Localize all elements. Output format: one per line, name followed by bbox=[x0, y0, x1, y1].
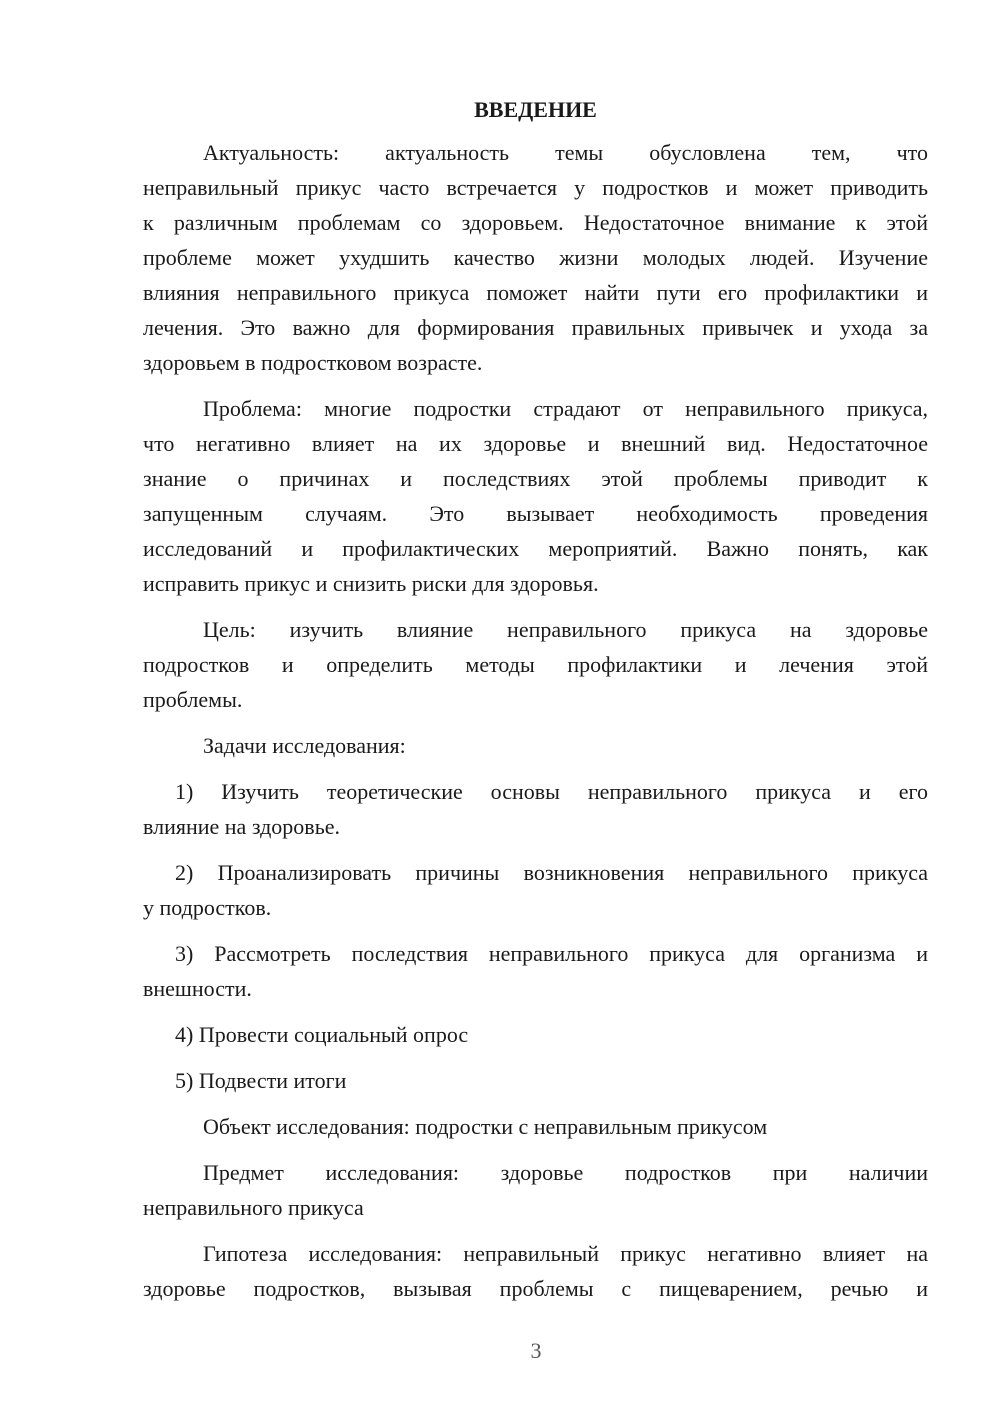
hypothesis-paragraph bbox=[143, 1236, 928, 1306]
task-line: влияние на здоровье. bbox=[143, 814, 340, 839]
task-line: 2) Проанализировать причины возникновения неправильного прикуса bbox=[175, 860, 928, 885]
problem-paragraph bbox=[143, 391, 928, 601]
relevance-line: к различным проблемам со здоровьем. Недостаточное внимание к этой bbox=[143, 210, 928, 235]
task-line: у подростков. bbox=[143, 895, 272, 920]
goal-paragraph bbox=[143, 612, 928, 717]
relevance-line: Актуальность: актуальность темы обусловлена тем, что bbox=[203, 140, 928, 165]
problem-line: что негативно влияет на их здоровье и внешний вид. Недостаточное bbox=[143, 431, 928, 456]
subject-line: неправильного прикуса bbox=[143, 1195, 364, 1220]
page-content bbox=[143, 95, 928, 1317]
relevance-line: проблеме может ухудшить качество жизни молодых людей. Изучение bbox=[143, 245, 928, 270]
relevance-line: неправильный прикус часто встречается у подростков и может приводить bbox=[143, 175, 928, 200]
task-item-1 bbox=[143, 774, 928, 844]
relevance-line: влияния неправильного прикуса поможет найти пути его профилактики и bbox=[143, 280, 928, 305]
hypothesis-line: здоровье подростков, вызывая проблемы с пищеварением, речью и bbox=[143, 1276, 928, 1301]
problem-line: исправить прикус и снизить риски для здоровья. bbox=[143, 571, 599, 596]
tasks-heading-paragraph bbox=[143, 728, 928, 763]
goal-line: Цель: изучить влияние неправильного прикуса на здоровье bbox=[203, 617, 928, 642]
relevance-line: здоровьем в подростковом возрасте. bbox=[143, 350, 483, 375]
goal-line: подростков и определить методы профилактики и лечения этой bbox=[143, 652, 928, 677]
task-line: 3) Рассмотреть последствия неправильного прикуса для организма и bbox=[175, 941, 928, 966]
task-line: внешности. bbox=[143, 976, 252, 1001]
task-item-2 bbox=[143, 855, 928, 925]
problem-line: запущенным случаям. Это вызывает необходимость проведения bbox=[143, 501, 928, 526]
relevance-line: лечения. Это важно для формирования правильных привычек и ухода за bbox=[143, 315, 928, 340]
object-paragraph bbox=[143, 1109, 928, 1144]
hypothesis-line: Гипотеза исследования: неправильный прикус негативно влияет на bbox=[203, 1241, 928, 1266]
problem-line: Проблема: многие подростки страдают от неправильного прикуса, bbox=[203, 396, 928, 421]
problem-line: знание о причинах и последствиях этой проблемы приводит к bbox=[143, 466, 928, 491]
subject-line: Предмет исследования: здоровье подростков при наличии bbox=[203, 1160, 928, 1185]
task-item-5 bbox=[143, 1063, 928, 1098]
task-item-3 bbox=[143, 936, 928, 1006]
task-item-4 bbox=[143, 1017, 928, 1052]
section-title: ВВЕДЕНИЕ bbox=[474, 97, 597, 122]
subject-paragraph bbox=[143, 1155, 928, 1225]
task-line: 5) Подвести итоги bbox=[175, 1068, 347, 1093]
tasks-heading: Задачи исследования: bbox=[203, 733, 406, 758]
task-line: 1) Изучить теоретические основы неправильного прикуса и его bbox=[175, 779, 928, 804]
problem-line: исследований и профилактических мероприятий. Важно понять, как bbox=[143, 536, 928, 561]
task-line: 4) Провести социальный опрос bbox=[175, 1022, 469, 1047]
page-number: 3 bbox=[530, 1338, 542, 1363]
goal-line: проблемы. bbox=[143, 687, 243, 712]
relevance-paragraph bbox=[143, 135, 928, 380]
object-line: Объект исследования: подростки с неправильным прикусом bbox=[203, 1114, 768, 1139]
